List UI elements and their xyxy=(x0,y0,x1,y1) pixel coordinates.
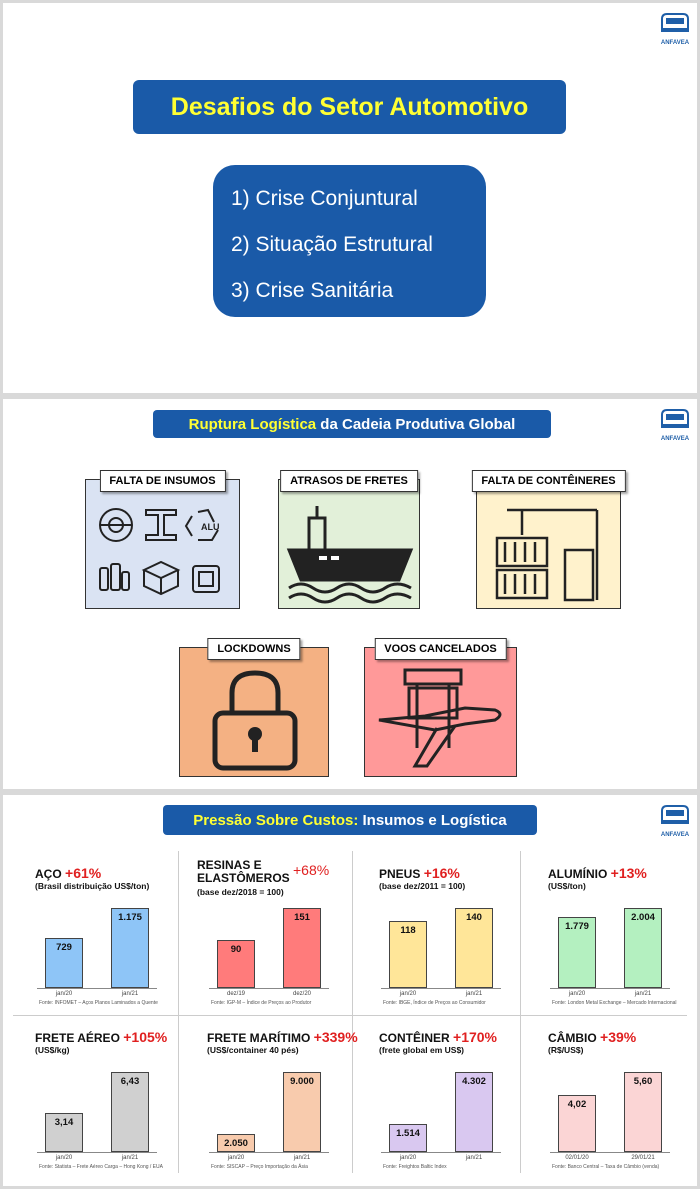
card-lockdowns xyxy=(179,643,329,777)
axis-baseline xyxy=(37,1152,157,1153)
source-note: Fonte: IBGE, Índice de Preços ao Consumidor xyxy=(383,1000,486,1006)
cancelled-flight-icon xyxy=(365,648,518,778)
source-note: Fonte: IGP-M – Índice de Preços ao Produtor xyxy=(211,1000,312,1006)
panel-percent: +16% xyxy=(423,865,460,881)
anfavea-logo xyxy=(659,11,691,46)
panel-unit: (US$/ton) xyxy=(548,881,586,891)
divider xyxy=(13,1015,687,1016)
bar-value-label: 2.050 xyxy=(224,1137,248,1149)
panel-unit: (US$/container 40 pés) xyxy=(207,1045,299,1055)
x-tick-label: jan/20 xyxy=(399,991,417,997)
slide-ruptura-logistica xyxy=(3,399,697,789)
source-note: Fonte: London Metal Exchange – Mercado Internacional xyxy=(552,1000,677,1006)
cost-panel xyxy=(183,853,349,1015)
panel-unit: (base dez/2018 = 100) xyxy=(197,887,284,897)
bar-value-label: 118 xyxy=(400,924,416,936)
bar-value-label: 4,02 xyxy=(567,1098,587,1110)
bar-value-label: 4.302 xyxy=(462,1076,486,1087)
panel-name: FRETE MARÍTIMO xyxy=(207,1031,311,1045)
truck-logo-icon xyxy=(659,11,691,37)
title-rest: Insumos e Logística xyxy=(358,811,507,829)
bar-value-label: 6,43 xyxy=(120,1076,140,1087)
x-tick-label: jan/20 xyxy=(227,1155,245,1161)
challenges-list xyxy=(213,165,486,317)
panel-name: FRETE AÉREO xyxy=(35,1031,120,1045)
axis-baseline xyxy=(381,1152,501,1153)
axis-baseline xyxy=(550,988,670,989)
source-note: Fonte: Banco Central – Taxa de Câmbio (venda) xyxy=(552,1164,660,1170)
x-tick-label: jan/21 xyxy=(121,991,139,997)
x-tick-label: jan/21 xyxy=(465,1155,483,1161)
panel-unit: (R$/US$) xyxy=(548,1045,584,1055)
cost-panel xyxy=(183,1017,358,1179)
bar-value-label: 140 xyxy=(466,912,482,923)
slide-pressao-custos xyxy=(3,795,697,1186)
slide-title: Desafios do Setor Automotivo xyxy=(133,80,566,134)
bar-value-label: 9.000 xyxy=(290,1076,314,1087)
bar-value-label: 151 xyxy=(294,912,310,923)
x-tick-label: jan/21 xyxy=(634,991,652,997)
slide-title xyxy=(163,805,537,835)
panel-unit: (frete global em US$) xyxy=(379,1045,465,1055)
bar-value-label: 1.514 xyxy=(396,1127,420,1139)
x-tick-label: jan/20 xyxy=(55,991,73,997)
axis-baseline xyxy=(37,988,157,989)
axis-baseline xyxy=(381,988,501,989)
logo-text: ANFAVEA xyxy=(660,436,690,442)
panel-title xyxy=(379,867,460,881)
x-tick-label: jan/20 xyxy=(55,1155,73,1161)
card-label: ATRASOS DE FRETES xyxy=(280,470,418,492)
source-note: Fonte: Freightos Baltic Index xyxy=(383,1164,447,1170)
cargo-ship-icon xyxy=(279,480,421,610)
axis-baseline xyxy=(209,1152,329,1153)
panel-name: AÇO xyxy=(35,867,62,881)
panel-title xyxy=(207,1031,358,1045)
axis-baseline xyxy=(550,1152,670,1153)
truck-logo-icon xyxy=(659,803,691,829)
title-rest: da Cadeia Produtiva Global xyxy=(316,415,516,433)
cost-panel xyxy=(355,853,521,1015)
panel-name: RESINAS E ELASTÔMEROS xyxy=(197,858,290,885)
panel-percent: +13% xyxy=(610,865,647,881)
card-falta-insumos xyxy=(85,475,240,609)
panel-title xyxy=(379,1031,497,1045)
truck-logo-icon xyxy=(659,407,691,433)
panel-title xyxy=(35,1031,167,1045)
source-note: Fonte: SISCAP – Preço Importação da Ásia xyxy=(211,1164,308,1170)
panel-percent: +170% xyxy=(453,1029,497,1045)
panel-percent: +39% xyxy=(600,1029,637,1045)
cost-panel xyxy=(524,853,690,1015)
logo-text: ANFAVEA xyxy=(660,40,690,46)
alu-label: ALU xyxy=(201,522,220,532)
source-note: Fonte: Statista – Frete Aéreo Carga – Hong Kong / EUA xyxy=(39,1164,163,1170)
panel-name: ALUMÍNIO xyxy=(548,867,608,881)
panel-unit: (base dez/2011 = 100) xyxy=(379,881,466,891)
x-tick-label: dez/19 xyxy=(226,991,245,997)
list-item: 2) Situação Estrutural xyxy=(231,233,433,256)
title-highlight: Pressão Sobre Custos: xyxy=(193,811,359,829)
divider xyxy=(178,851,179,1173)
panel-unit: (Brasil distribuição US$/ton) xyxy=(35,881,150,891)
cost-panel xyxy=(524,1017,690,1179)
panel-name: CONTÊINER xyxy=(379,1031,450,1045)
panel-unit: (US$/kg) xyxy=(35,1045,70,1055)
slide-title xyxy=(153,410,551,438)
panel-percent: +68% xyxy=(293,862,330,878)
x-tick-label: jan/20 xyxy=(568,991,586,997)
slide-desafios xyxy=(3,3,697,393)
list-item: 3) Crise Sanitária xyxy=(231,279,394,302)
panel-title xyxy=(548,867,647,881)
panel-name: PNEUS xyxy=(379,867,421,881)
anfavea-logo xyxy=(659,803,691,838)
bar-value-label: 5,60 xyxy=(633,1076,653,1087)
source-note: Fonte: INFOMET – Aços Planos Laminados a Quente xyxy=(39,1000,158,1006)
x-tick-label: 02/01/20 xyxy=(565,1155,589,1161)
divider xyxy=(352,851,353,1173)
panel-percent: +339% xyxy=(313,1029,358,1045)
bar-value-label: 729 xyxy=(56,942,72,954)
x-tick-label: dez/20 xyxy=(292,991,311,997)
panel-title xyxy=(35,867,101,881)
card-atrasos-fretes xyxy=(278,475,420,609)
card-falta-conteineres xyxy=(476,475,621,609)
x-tick-label: jan/21 xyxy=(465,991,483,997)
panel-percent: +105% xyxy=(123,1029,168,1045)
bar-value-label: 3,14 xyxy=(54,1116,74,1128)
bar-value-label: 2.004 xyxy=(631,912,655,923)
bar-value-label: 1.779 xyxy=(565,920,589,932)
panel-title xyxy=(197,859,293,885)
list-item: 1) Crise Conjuntural xyxy=(231,187,418,210)
x-tick-label: 29/01/21 xyxy=(631,1155,655,1161)
panel-percent: +61% xyxy=(65,865,102,881)
bar-value-label: 90 xyxy=(230,944,242,956)
x-tick-label: jan/21 xyxy=(293,1155,311,1161)
padlock-icon xyxy=(180,648,330,778)
cost-panel xyxy=(11,1017,177,1179)
card-label: LOCKDOWNS xyxy=(207,638,300,660)
cost-panel xyxy=(11,853,177,1015)
raw-materials-icon xyxy=(86,480,241,610)
card-label: FALTA DE CONTÊINERES xyxy=(471,470,625,492)
cost-panel xyxy=(355,1017,521,1179)
panel-name: CÂMBIO xyxy=(548,1031,597,1045)
title-highlight: Ruptura Logística xyxy=(188,415,317,433)
anfavea-logo xyxy=(659,407,691,442)
bar-value-label: 1.175 xyxy=(118,912,142,923)
x-tick-label: jan/21 xyxy=(121,1155,139,1161)
x-tick-label: jan/20 xyxy=(399,1155,417,1161)
card-label: VOOS CANCELADOS xyxy=(374,638,506,660)
panel-title xyxy=(548,1031,636,1045)
card-label: FALTA DE INSUMOS xyxy=(99,470,225,492)
card-voos-cancelados xyxy=(364,643,517,777)
logo-text: ANFAVEA xyxy=(660,832,690,838)
axis-baseline xyxy=(209,988,329,989)
container-crane-icon xyxy=(477,480,622,610)
